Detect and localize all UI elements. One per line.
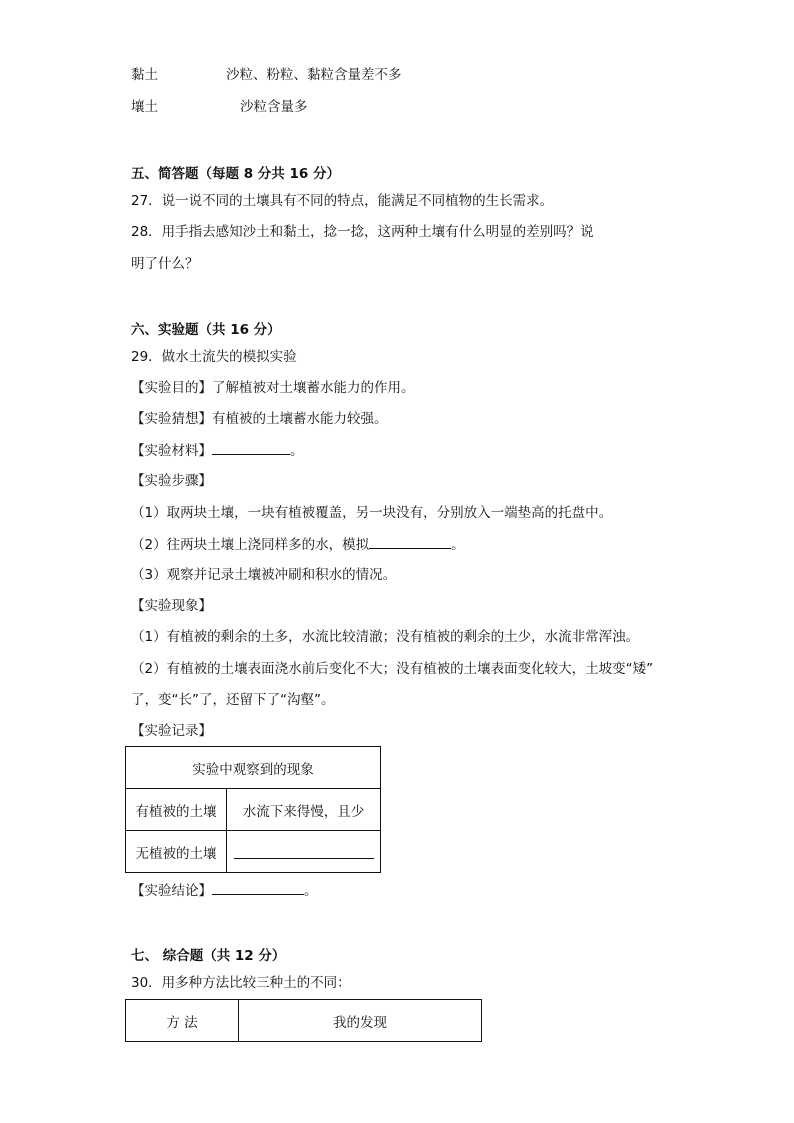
record-row2-value[interactable] xyxy=(227,831,381,873)
materials-period: 。 xyxy=(290,443,304,459)
question-29: 29．做水土流失的模拟实验 xyxy=(131,349,297,365)
record-row1-label: 有植被的土壤 xyxy=(126,789,227,831)
step2-text: （2）往两块土壤上浇同样多的水，模拟 xyxy=(131,537,370,553)
experiment-conclusion xyxy=(131,881,318,900)
step2-blank[interactable] xyxy=(369,535,451,549)
comparison-table xyxy=(125,999,482,1042)
experiment-record-table xyxy=(125,746,381,873)
record-row1-value: 水流下来得慢，且少 xyxy=(227,789,381,831)
experiment-record-label: 【实验记录】 xyxy=(131,723,212,739)
materials-blank[interactable] xyxy=(212,441,290,455)
question-28-line1: 28．用手指去感知沙土和黏土，捻一捻，这两种土壤有什么明显的差别吗？说 xyxy=(131,224,594,240)
experiment-materials xyxy=(131,441,304,460)
section6-title: 六、实验题（共 16 分） xyxy=(131,322,281,338)
record-row2-blank[interactable] xyxy=(234,845,374,859)
conclusion-blank[interactable] xyxy=(212,881,304,895)
experiment-step-3: （3）观察并记录土壤被冲刷和积水的情况。 xyxy=(131,567,397,583)
phenomenon-1: （1）有植被的剩余的土多，水流比较清澈；没有植被的剩余的土少，水流非常浑浊。 xyxy=(131,629,640,645)
experiment-steps-label: 【实验步骤】 xyxy=(131,473,212,489)
phenomenon-2-line1: （2）有植被的土壤表面浇水前后变化不大；没有植被的土壤表面变化较大，土坡变“矮” xyxy=(131,661,654,677)
soil-name-clay: 黏土 xyxy=(131,67,158,83)
question-28-line2: 明了什么？ xyxy=(131,256,199,272)
question-30: 30．用多种方法比较三种土的不同： xyxy=(131,975,351,991)
experiment-purpose: 【实验目的】了解植被对土壤蓄水能力的作用。 xyxy=(131,380,415,396)
comparison-col-method: 方 法 xyxy=(126,1000,239,1042)
soil-desc-loam: 沙粒含量多 xyxy=(240,99,308,115)
materials-label: 【实验材料】 xyxy=(131,443,212,459)
conclusion-label: 【实验结论】 xyxy=(131,883,212,899)
experiment-step-1: （1）取两块土壤，一块有植被覆盖，另一块没有，分别放入一端垫高的托盘中。 xyxy=(131,505,613,521)
soil-name-loam: 壤土 xyxy=(131,99,158,115)
section5-title: 五、简答题（每题 8 分共 16 分） xyxy=(131,166,340,182)
record-row2-label: 无植被的土壤 xyxy=(126,831,227,873)
comparison-col-findings: 我的发现 xyxy=(239,1000,482,1042)
phenomenon-2-line2: 了，变“长”了，还留下了“沟壑”。 xyxy=(131,692,335,708)
question-27: 27．说一说不同的土壤具有不同的特点，能满足不同植物的生长需求。 xyxy=(131,193,554,209)
soil-desc-clay: 沙粒、粉粒、黏粒含量差不多 xyxy=(226,67,402,83)
conclusion-period: 。 xyxy=(304,883,318,899)
experiment-hypothesis: 【实验猜想】有植被的土壤蓄水能力较强。 xyxy=(131,411,388,427)
record-table-header: 实验中观察到的现象 xyxy=(126,747,381,789)
section7-title: 七、 综合题（共 12 分） xyxy=(131,948,286,964)
experiment-phenomena-label: 【实验现象】 xyxy=(131,598,212,614)
step2-period: 。 xyxy=(451,537,465,553)
experiment-step-2 xyxy=(131,535,465,554)
